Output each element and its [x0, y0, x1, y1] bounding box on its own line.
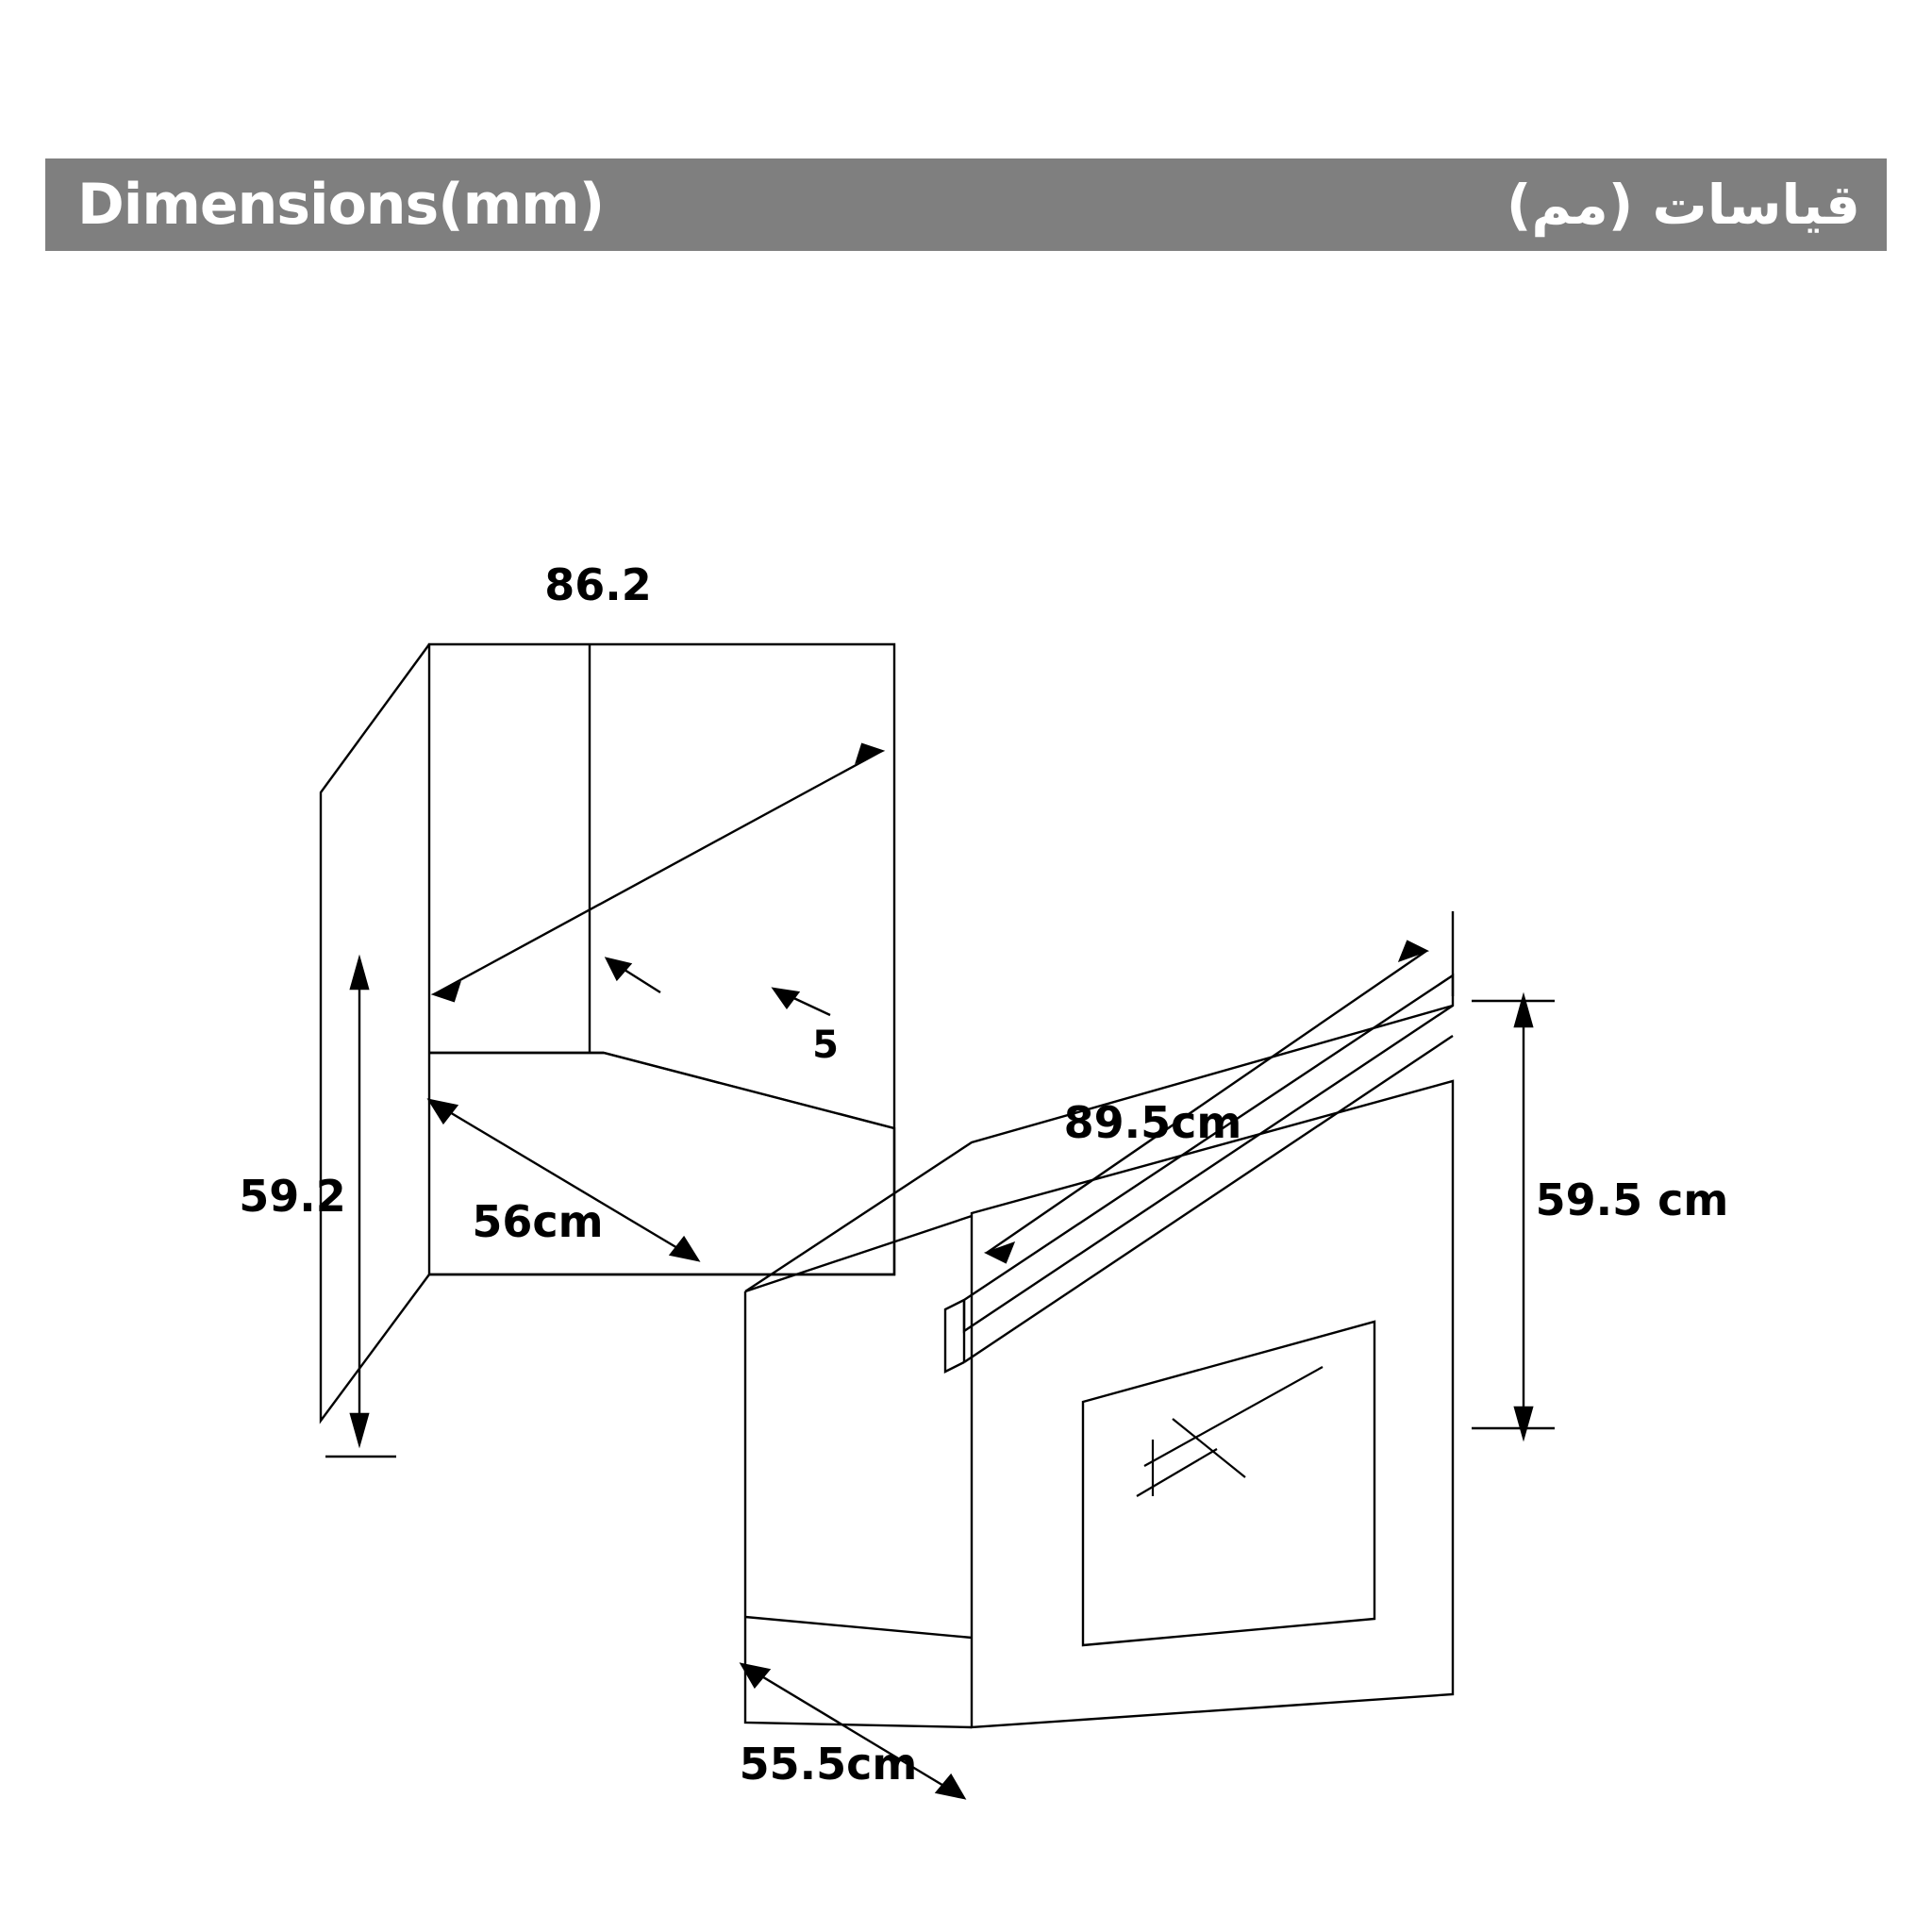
extension-lines — [1415, 902, 1547, 911]
dim-cavity-width — [426, 644, 887, 1001]
oven-body — [745, 975, 1457, 1732]
header-bar — [45, 158, 1887, 251]
label-oven-width: 89.5cm — [1063, 1097, 1242, 1148]
page-title-arabic: قياسات (مم) — [1506, 173, 1860, 237]
label-oven-depth: 55.5cm — [739, 1739, 918, 1790]
dim-cavity-gap — [607, 958, 830, 1026]
page-title-english: Dimensions(mm) — [77, 172, 605, 238]
label-cavity-depth: 56cm — [472, 1196, 604, 1247]
label-cavity-width: 86.2 — [544, 559, 652, 610]
cavity-outline — [321, 644, 894, 1421]
label-cavity-gap: 5 — [812, 1024, 839, 1067]
label-cavity-height: 59.2 — [239, 1171, 346, 1222]
label-oven-height: 59.5 cm — [1535, 1174, 1729, 1225]
dimension-drawing — [0, 251, 1932, 1790]
